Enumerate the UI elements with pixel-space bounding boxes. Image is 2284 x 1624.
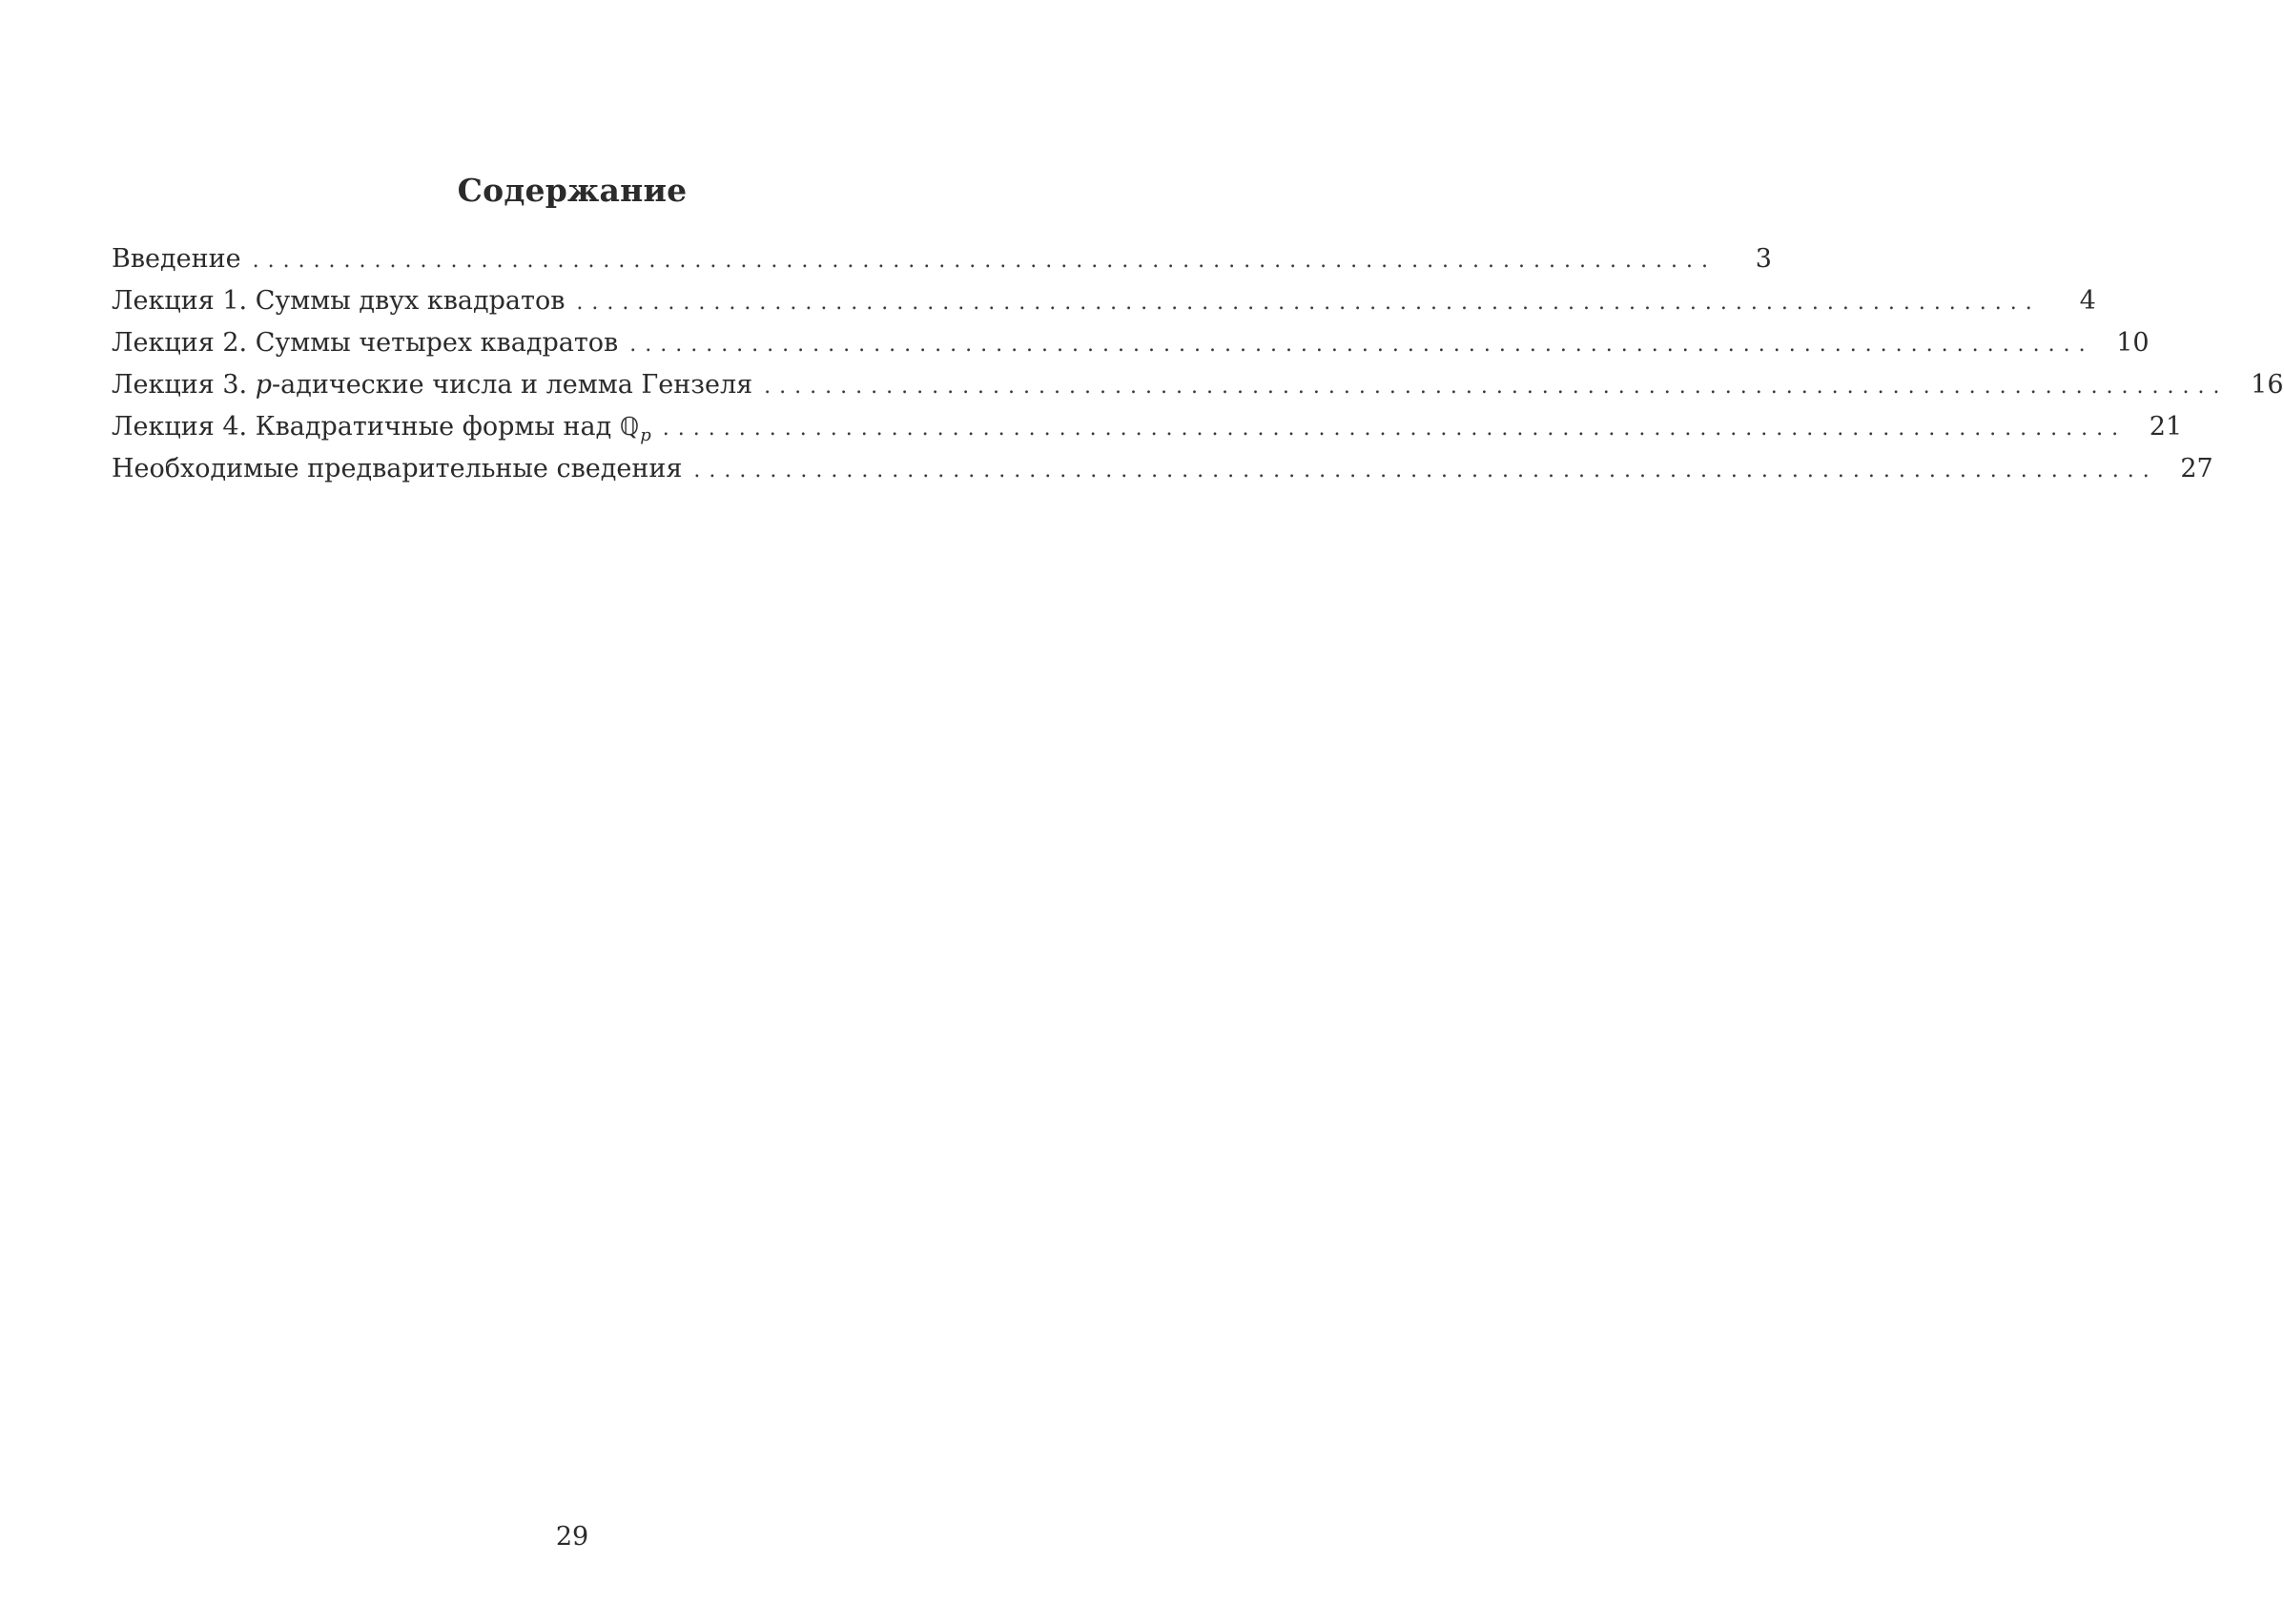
toc-entry-prerequisites[interactable]: [112, 448, 2213, 490]
toc-entry-title: Лекция 1. Суммы двух квадратов: [112, 286, 566, 316]
toc-entry-lecture-1[interactable]: [112, 280, 2096, 322]
dot-leader: ................................................................................................: [662, 417, 2128, 441]
toc-entry-lecture-2[interactable]: [112, 322, 2150, 364]
toc-entry-page: 16: [2251, 370, 2284, 400]
dot-leader: ................................................................................................: [629, 333, 2094, 357]
toc-entry-title: Необходимые предварительные сведения: [112, 454, 683, 483]
math-subscript-p: p: [640, 425, 651, 445]
toc-entry-introduction[interactable]: [112, 238, 1772, 280]
toc-entry-title: Лекция 2. Суммы четырех квадратов: [112, 328, 619, 358]
rationals-symbol: ℚ: [619, 413, 640, 442]
toc-entry-title: [112, 364, 752, 406]
toc-entry-title: [112, 406, 651, 451]
toc-entry-page: 10: [2116, 328, 2150, 358]
page-title: Содержание: [457, 172, 688, 209]
toc-title-prefix: Лекция 4. Квадратичные формы над: [112, 412, 620, 442]
toc-entry-title: Введение: [112, 244, 241, 274]
dot-leader: ................................................................................................: [576, 291, 2041, 315]
toc-entry-page: 4: [2079, 286, 2096, 316]
math-variable-p: p: [255, 370, 272, 400]
toc-entry-lecture-4[interactable]: [112, 406, 2183, 448]
toc-entry-page: 27: [2180, 454, 2213, 483]
toc-entry-page: 3: [1755, 244, 1772, 274]
toc-entry-page: 21: [2149, 412, 2183, 442]
toc-entry-lecture-3[interactable]: [112, 364, 2284, 406]
toc-title-suffix: -адические числа и лемма Гензеля: [272, 370, 753, 400]
dot-leader: ................................................................................................: [764, 375, 2229, 399]
toc-title-prefix: Лекция 3.: [112, 370, 256, 400]
dot-leader: ................................................................................................: [693, 459, 2158, 483]
dot-leader: ................................................................................................: [252, 249, 1717, 273]
page-number: 29: [555, 1522, 589, 1552]
table-of-contents: [112, 238, 2284, 490]
